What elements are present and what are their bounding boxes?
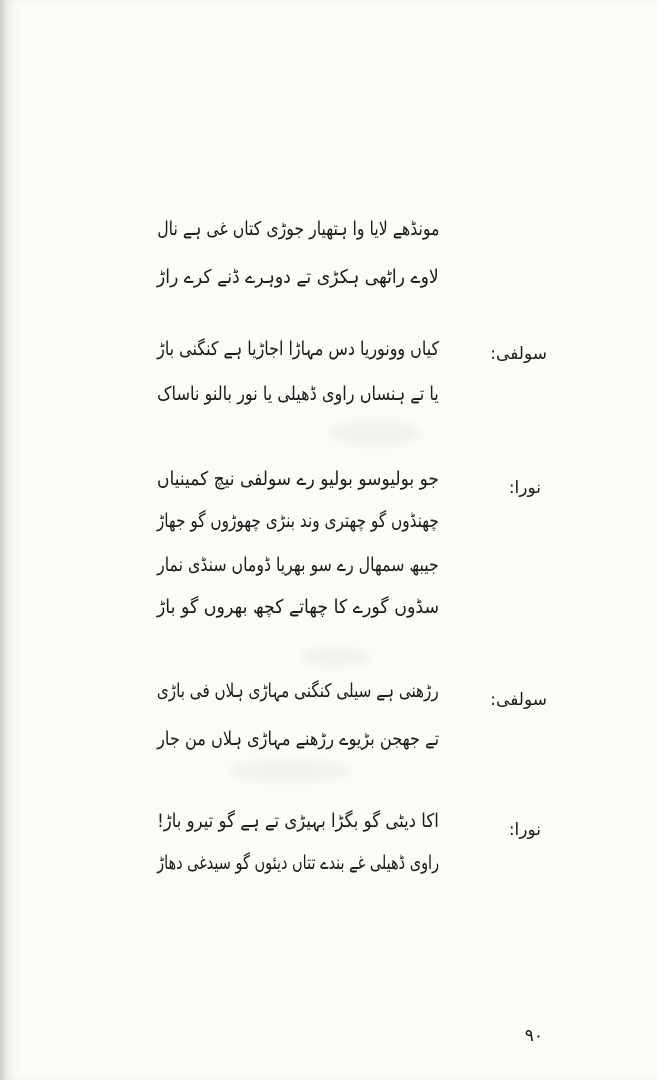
verse-line: چھنڈوں گو چھتری وند بنڑی چھوڑوں گو جھاڑ <box>157 510 439 532</box>
verse-line: مونڈھے لایا وا ہتھیار جوڑی کتاں غی ہے نال <box>156 218 439 240</box>
paper-smudge <box>330 420 420 446</box>
speaker-label: سولفی: <box>490 690 547 710</box>
verse-line: تے جھجن بڑیوے رڑھنے مہاڑی ہلاں من جار <box>157 728 439 750</box>
paper-smudge <box>300 648 370 666</box>
verse-line: یا تے ہنساں راوی ڈھیلی یا نور بالنو ناساک <box>157 383 439 405</box>
verse-line: جیبھ سمھال رے سو بھریا ڈوماں سنڈی نمار <box>157 554 439 576</box>
paper-smudge <box>230 760 350 782</box>
verse-line: لاوے راٹھی ہکڑی تے دوہرے ڈنے کرے راڑ <box>157 266 439 288</box>
verse-line: جو بولیوسو بولیو رے سولفی نیچ کمینیاں <box>157 468 439 490</box>
speaker-label: سولفی: <box>490 344 547 364</box>
verse-line: کیاں وونوریا دس مہاڑا اجاڑیا ہے کنگنی باڑ <box>156 338 439 360</box>
verse-line: راوی ڈھیلی غے بندے تتاں دیئوں گو سیدغی دھاڑ <box>157 852 439 874</box>
verse-line: رڑھنی ہے سیلی کنگنی مہاڑی ہلاں فی باڑی <box>157 680 439 702</box>
page-number: ۹۰ <box>524 1026 543 1046</box>
verse-line: اکا دیٹی گو بگڑا بہیڑی تے ہے گو تیرو باڑ! <box>157 810 439 832</box>
verse-line: سڈوں گورے کا چھاتے کچھ بھروں گو باڑ <box>156 596 439 618</box>
speaker-label: نورا: <box>508 478 541 498</box>
speaker-label: نورا: <box>508 820 541 840</box>
